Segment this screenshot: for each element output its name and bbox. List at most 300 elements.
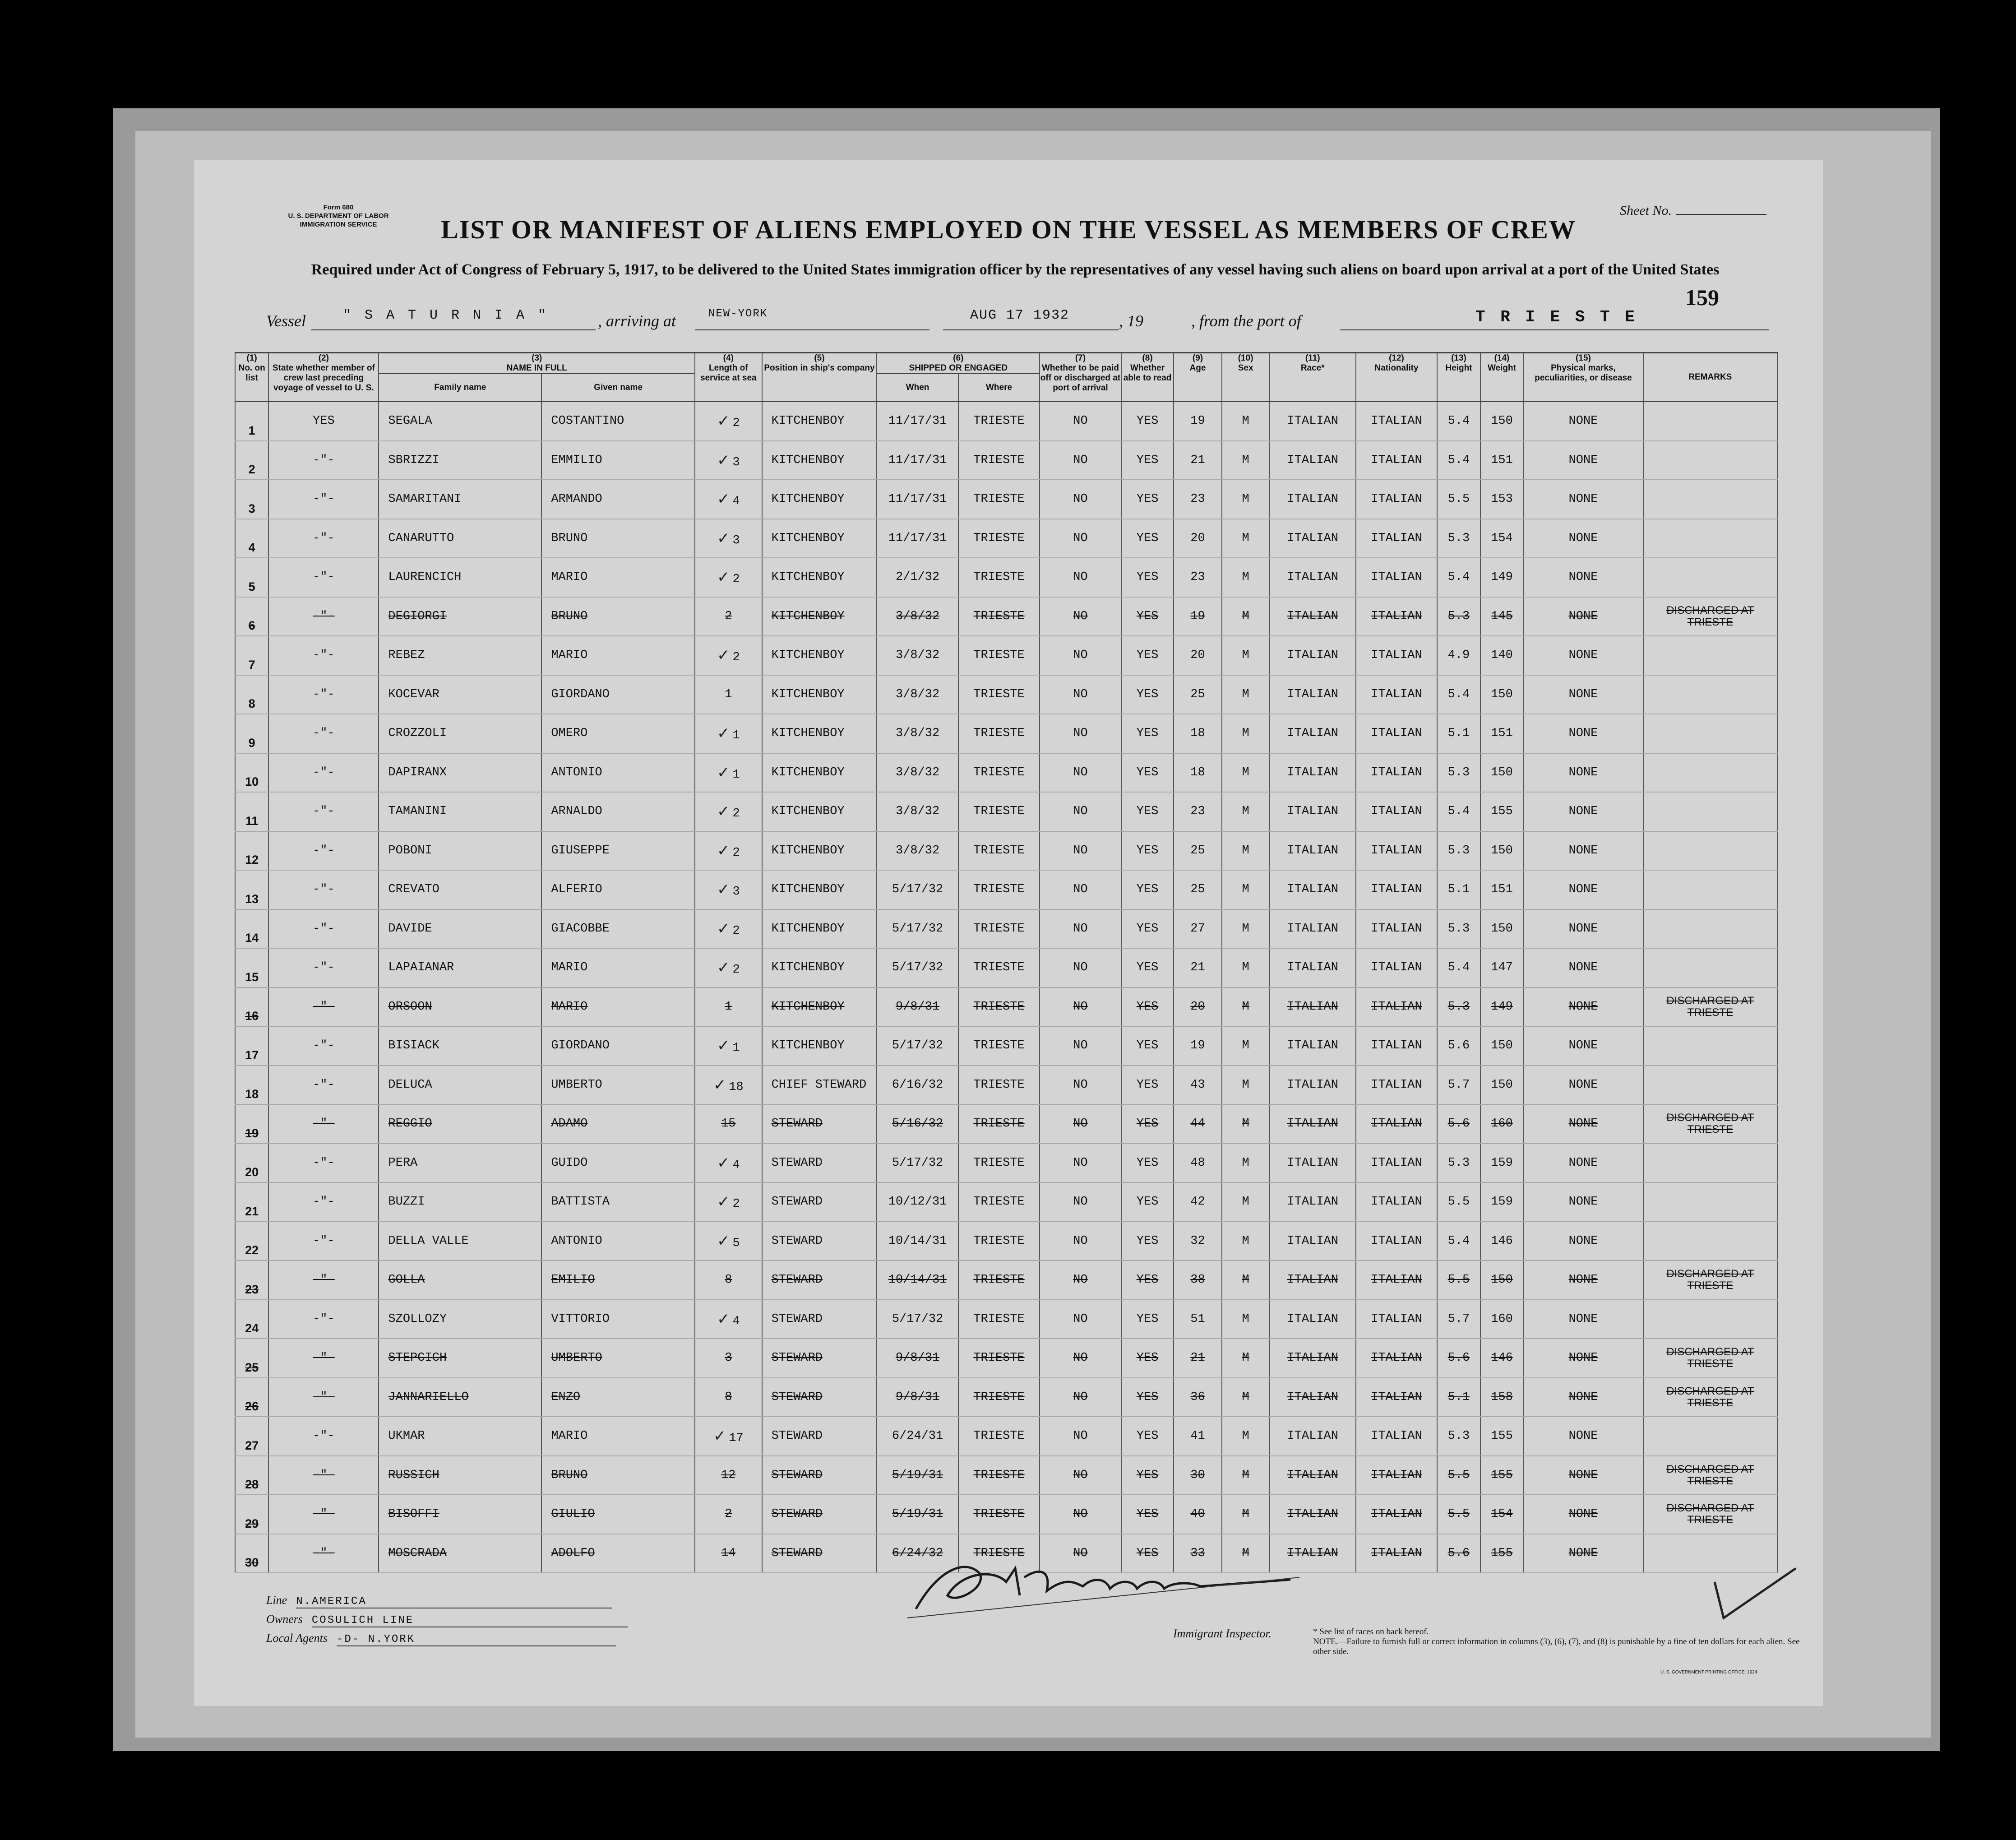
weight-cell	[1480, 1495, 1524, 1534]
age-cell	[1174, 402, 1221, 441]
row-number: 2	[248, 463, 255, 476]
shipped-where: TRIESTE	[973, 570, 1025, 584]
paid-off-cell	[1040, 519, 1121, 558]
family-name-cell	[379, 519, 541, 558]
col-num: (10)	[1238, 353, 1253, 363]
given-name-cell	[541, 636, 695, 675]
race: ITALIAN	[1287, 453, 1338, 467]
weight-cell	[1480, 1261, 1524, 1300]
shipped-where: TRIESTE	[973, 531, 1025, 545]
prev-voyage: -"-	[313, 1234, 335, 1248]
shipped-when: 5/17/32	[892, 1312, 943, 1326]
weight-cell	[1480, 870, 1524, 909]
age: 30	[1190, 1468, 1205, 1482]
paid-off-cell	[1040, 987, 1121, 1027]
sex-cell	[1222, 441, 1270, 480]
service-length-cell	[695, 519, 762, 558]
able-to-read-cell	[1121, 519, 1174, 558]
family-name-cell	[379, 987, 541, 1027]
remarks: DISCHARGED AT TRIESTE	[1666, 1268, 1754, 1292]
shipped-where: TRIESTE	[973, 1195, 1025, 1209]
nationality-cell	[1356, 948, 1437, 987]
prev-voyage: -"-	[313, 1273, 335, 1287]
family-name-cell	[379, 1104, 541, 1144]
nationality: ITALIAN	[1371, 1078, 1422, 1092]
position: KITCHENBOY	[771, 492, 845, 506]
position: STEWARD	[771, 1507, 823, 1521]
service-length-cell	[695, 1339, 762, 1378]
physical-marks-cell	[1523, 1339, 1643, 1378]
table-row	[235, 1066, 1777, 1105]
family-name: BISIACK	[388, 1039, 439, 1053]
check-mark-icon: ✓	[713, 1075, 726, 1094]
shipped-when: 5/17/32	[892, 1039, 943, 1053]
able-to-read-cell	[1121, 636, 1174, 675]
sex-cell	[1222, 792, 1270, 831]
shipped-where: TRIESTE	[973, 1156, 1025, 1170]
remarks: DISCHARGED AT TRIESTE	[1666, 1463, 1754, 1487]
paid-off: NO	[1073, 1156, 1088, 1170]
row-number-cell	[235, 792, 268, 831]
service-length-cell	[695, 948, 762, 987]
col-header-shipped	[877, 353, 1040, 374]
given-name: GIORDANO	[551, 687, 610, 701]
paid-off: NO	[1073, 1390, 1088, 1404]
nationality: ITALIAN	[1371, 1390, 1422, 1404]
shipped-when: 5/19/31	[892, 1507, 943, 1521]
prev-voyage: -"-	[313, 492, 335, 506]
weight-cell	[1480, 402, 1524, 441]
remarks: DISCHARGED AT TRIESTE	[1666, 1112, 1754, 1136]
shipped-where-cell	[958, 636, 1040, 675]
family-name: SAMARITANI	[388, 492, 462, 506]
shipped-where: TRIESTE	[973, 1039, 1025, 1053]
sex: M	[1242, 922, 1249, 936]
row-number: 18	[245, 1087, 259, 1101]
row-number-cell	[235, 519, 268, 558]
position: KITCHENBOY	[771, 649, 845, 663]
paid-off-cell	[1040, 1417, 1121, 1456]
weight-cell	[1480, 1222, 1524, 1261]
paid-off: NO	[1073, 1117, 1088, 1131]
race-cell	[1270, 909, 1356, 949]
sex-cell	[1222, 870, 1270, 909]
height-cell	[1437, 870, 1480, 909]
check-mark-icon: ✓	[717, 919, 730, 938]
able-to-read-cell	[1121, 1066, 1174, 1105]
service-length-cell	[695, 1378, 762, 1417]
family-name: KOCEVAR	[388, 687, 439, 701]
height-cell	[1437, 1534, 1480, 1573]
row-number: 9	[248, 736, 255, 750]
nationality-cell	[1356, 870, 1437, 909]
nationality-cell	[1356, 675, 1437, 714]
from-underline	[1340, 329, 1769, 330]
prev-voyage-cell	[268, 1339, 379, 1378]
able-to-read: YES	[1136, 1078, 1159, 1092]
physical-marks: NONE	[1568, 1273, 1598, 1287]
race-cell	[1270, 714, 1356, 753]
inspector-caption: Immigrant Inspector.	[1173, 1627, 1272, 1640]
paid-off-cell	[1040, 753, 1121, 793]
family-name-cell	[379, 480, 541, 519]
able-to-read: YES	[1136, 1429, 1159, 1443]
race: ITALIAN	[1287, 1468, 1338, 1482]
paid-off: NO	[1073, 1429, 1088, 1443]
sex: M	[1242, 1468, 1249, 1482]
age: 20	[1190, 1000, 1205, 1014]
race: ITALIAN	[1287, 1000, 1338, 1014]
physical-marks-cell	[1523, 1261, 1643, 1300]
remarks-cell	[1643, 1104, 1777, 1144]
weight-cell	[1480, 1144, 1524, 1183]
row-number-cell	[235, 1534, 268, 1573]
weight: 160	[1491, 1312, 1513, 1326]
nationality-cell	[1356, 792, 1437, 831]
shipped-where: TRIESTE	[973, 961, 1025, 975]
position-cell	[762, 597, 877, 636]
given-name: ADAMO	[551, 1117, 588, 1131]
height-cell	[1437, 831, 1480, 871]
paid-off-cell	[1040, 792, 1121, 831]
shipped-when: 3/8/32	[895, 649, 940, 663]
shipped-where-cell	[958, 1378, 1040, 1417]
family-name: MOSCRADA	[388, 1546, 447, 1560]
able-to-read: YES	[1136, 961, 1159, 975]
position-cell	[762, 480, 877, 519]
physical-marks-cell	[1523, 1222, 1643, 1261]
physical-marks: NONE	[1568, 609, 1598, 623]
shipped-when: 3/8/32	[895, 805, 940, 819]
height-cell	[1437, 909, 1480, 949]
remarks-cell	[1643, 1300, 1777, 1339]
family-name: CANARUTTO	[388, 531, 454, 545]
shipped-when: 6/24/31	[892, 1429, 943, 1443]
age-cell	[1174, 558, 1221, 597]
height: 5.7	[1447, 1312, 1470, 1326]
able-to-read-cell	[1121, 1417, 1174, 1456]
physical-marks: NONE	[1568, 1234, 1598, 1248]
row-number-cell	[235, 1456, 268, 1495]
nationality: ITALIAN	[1371, 1234, 1422, 1248]
able-to-read: YES	[1136, 805, 1159, 819]
able-to-read-cell	[1121, 597, 1174, 636]
family-name: POBONI	[388, 844, 432, 857]
physical-marks: NONE	[1568, 492, 1598, 506]
position: STEWARD	[771, 1429, 823, 1443]
race: ITALIAN	[1287, 883, 1338, 897]
given-name: BRUNO	[551, 609, 588, 623]
row-number-cell	[235, 1417, 268, 1456]
given-name: ADOLFO	[551, 1546, 595, 1560]
check-mark-icon: ✓	[717, 724, 730, 743]
check-mark-icon: ✓	[717, 1232, 730, 1250]
able-to-read: YES	[1136, 570, 1159, 584]
physical-marks: NONE	[1568, 531, 1598, 545]
service-length-cell	[695, 480, 762, 519]
height: 5.1	[1447, 727, 1470, 741]
weight: 151	[1491, 453, 1513, 467]
paid-off-cell	[1040, 1300, 1121, 1339]
height: 5.3	[1447, 531, 1470, 545]
col-header-age	[1174, 353, 1221, 402]
race-cell	[1270, 987, 1356, 1027]
given-name: BRUNO	[551, 531, 588, 545]
age: 20	[1190, 649, 1205, 663]
remarks-cell	[1643, 714, 1777, 753]
position: STEWARD	[771, 1546, 823, 1560]
weight: 150	[1491, 922, 1513, 936]
weight: 150	[1491, 1039, 1513, 1053]
row-number: 11	[245, 814, 259, 828]
row-number-cell	[235, 675, 268, 714]
physical-marks: NONE	[1568, 1156, 1598, 1170]
family-name-cell	[379, 714, 541, 753]
table-row	[235, 831, 1777, 871]
sex-cell	[1222, 1495, 1270, 1534]
vessel-name: " S A T U R N I A "	[343, 308, 549, 323]
row-number: 26	[245, 1400, 259, 1413]
given-name: ARNALDO	[551, 805, 602, 819]
from-label: , from the port of	[1191, 312, 1301, 330]
prev-voyage-cell	[268, 1182, 379, 1222]
service-length: 15	[721, 1117, 736, 1131]
given-name-cell	[541, 1378, 695, 1417]
able-to-read: YES	[1136, 883, 1159, 897]
physical-marks: NONE	[1568, 1000, 1598, 1014]
col-num: (5)	[814, 353, 825, 363]
paid-off-cell	[1040, 1495, 1121, 1534]
given-name-cell	[541, 1104, 695, 1144]
race-cell	[1270, 1456, 1356, 1495]
family-name: DAVIDE	[388, 922, 432, 936]
shipped-where: TRIESTE	[973, 1351, 1025, 1365]
age: 43	[1190, 1078, 1205, 1092]
shipped-when: 3/8/32	[895, 844, 940, 857]
position: STEWARD	[771, 1234, 823, 1248]
sex-cell	[1222, 519, 1270, 558]
race-cell	[1270, 1182, 1356, 1222]
weight-cell	[1480, 1339, 1524, 1378]
service-length-cell	[695, 1026, 762, 1066]
family-name-cell	[379, 909, 541, 949]
remarks-cell	[1643, 636, 1777, 675]
service-length: 2	[732, 573, 740, 587]
physical-marks: NONE	[1568, 805, 1598, 819]
weight: 155	[1491, 805, 1513, 819]
able-to-read: YES	[1136, 649, 1159, 663]
remarks: DISCHARGED AT TRIESTE	[1666, 1346, 1754, 1370]
table-row	[235, 480, 1777, 519]
height-cell	[1437, 948, 1480, 987]
sex-cell	[1222, 480, 1270, 519]
able-to-read-cell	[1121, 1378, 1174, 1417]
prev-voyage-cell	[268, 1300, 379, 1339]
shipped-when: 5/17/32	[892, 922, 943, 936]
able-to-read-cell	[1121, 1339, 1174, 1378]
footer-line-row	[266, 1591, 808, 1610]
remarks-cell	[1643, 753, 1777, 793]
given-name: OMERO	[551, 727, 588, 741]
physical-marks-cell	[1523, 1300, 1643, 1339]
service-length-cell	[695, 1182, 762, 1222]
service-length: 14	[721, 1546, 736, 1560]
shipped-when-cell	[877, 753, 958, 793]
family-name-cell	[379, 1495, 541, 1534]
height-cell	[1437, 1104, 1480, 1144]
row-number: 14	[245, 931, 259, 945]
physical-marks: NONE	[1568, 922, 1598, 936]
position-cell	[762, 1300, 877, 1339]
able-to-read: YES	[1136, 1546, 1159, 1560]
service-length: 1	[725, 1000, 732, 1014]
given-name: EMMILIO	[551, 453, 602, 467]
given-name: BATTISTA	[551, 1195, 610, 1209]
age: 25	[1190, 883, 1205, 897]
nationality: ITALIAN	[1371, 531, 1422, 545]
given-name-cell	[541, 1144, 695, 1183]
race: ITALIAN	[1287, 727, 1338, 741]
remarks-cell	[1643, 1339, 1777, 1378]
position: KITCHENBOY	[771, 922, 845, 936]
weight-cell	[1480, 1534, 1524, 1573]
able-to-read: YES	[1136, 1351, 1159, 1365]
prev-voyage: -"-	[313, 1546, 335, 1560]
given-name: GIORDANO	[551, 1039, 610, 1053]
family-name: TAMANINI	[388, 805, 447, 819]
sex: M	[1242, 1039, 1249, 1053]
height: 5.6	[1447, 1039, 1470, 1053]
family-name-cell	[379, 1339, 541, 1378]
family-name-cell	[379, 948, 541, 987]
able-to-read-cell	[1121, 870, 1174, 909]
height-cell	[1437, 1456, 1480, 1495]
service-length: 2	[725, 1507, 732, 1521]
remarks-cell	[1643, 1456, 1777, 1495]
remarks: DISCHARGED AT TRIESTE	[1666, 604, 1754, 628]
sex: M	[1242, 414, 1249, 428]
remarks: DISCHARGED AT TRIESTE	[1666, 1385, 1754, 1409]
family-name: STEPCICH	[388, 1351, 447, 1365]
position: KITCHENBOY	[771, 531, 845, 545]
shipped-where-cell	[958, 480, 1040, 519]
row-number-cell	[235, 558, 268, 597]
remarks-cell	[1643, 831, 1777, 871]
owners-value: COSULICH LINE	[312, 1614, 628, 1627]
age: 32	[1190, 1234, 1205, 1248]
position: KITCHENBOY	[771, 805, 845, 819]
race-cell	[1270, 792, 1356, 831]
family-name: REGGIO	[388, 1117, 432, 1131]
able-to-read: YES	[1136, 1195, 1159, 1209]
physical-marks-cell	[1523, 402, 1643, 441]
age: 19	[1190, 414, 1205, 428]
sex: M	[1242, 1429, 1249, 1443]
nationality: ITALIAN	[1371, 649, 1422, 663]
given-name: EMILIO	[551, 1273, 595, 1287]
weight: 150	[1491, 414, 1513, 428]
height: 5.4	[1447, 961, 1470, 975]
height-cell	[1437, 675, 1480, 714]
age: 40	[1190, 1507, 1205, 1521]
remarks-cell	[1643, 558, 1777, 597]
height: 5.3	[1447, 1000, 1470, 1014]
age: 25	[1190, 687, 1205, 701]
col-num: (12)	[1389, 353, 1404, 363]
prev-voyage: -"-	[313, 531, 335, 545]
able-to-read-cell	[1121, 1104, 1174, 1144]
vessel-underline	[311, 329, 596, 330]
col-num: (13)	[1451, 353, 1466, 363]
height-cell	[1437, 597, 1480, 636]
position-cell	[762, 1534, 877, 1573]
date-underline	[943, 329, 1119, 330]
able-to-read: YES	[1136, 1312, 1159, 1326]
nationality-cell	[1356, 1417, 1437, 1456]
race-cell	[1270, 1104, 1356, 1144]
remarks-cell	[1643, 987, 1777, 1027]
paid-off: NO	[1073, 492, 1088, 506]
nationality-cell	[1356, 1222, 1437, 1261]
paid-off-cell	[1040, 402, 1121, 441]
sex-cell	[1222, 402, 1270, 441]
weight-cell	[1480, 441, 1524, 480]
shipped-where: TRIESTE	[973, 1000, 1025, 1014]
shipped-where: TRIESTE	[973, 1078, 1025, 1092]
service-length: 2	[732, 846, 740, 860]
shipped-when: 5/19/31	[892, 1468, 943, 1482]
race-cell	[1270, 519, 1356, 558]
row-number-cell	[235, 1300, 268, 1339]
weight: 158	[1491, 1390, 1513, 1404]
paid-off-cell	[1040, 597, 1121, 636]
prev-voyage: -"-	[313, 1000, 335, 1014]
height: 5.4	[1447, 414, 1470, 428]
physical-marks-cell	[1523, 753, 1643, 793]
paid-off-cell	[1040, 831, 1121, 871]
row-number-cell	[235, 1261, 268, 1300]
service-length: 12	[721, 1468, 736, 1482]
given-name: MARIO	[551, 570, 588, 584]
position-cell	[762, 792, 877, 831]
col-header-service	[695, 353, 762, 402]
height: 5.3	[1447, 922, 1470, 936]
service-length: 2	[732, 963, 740, 977]
col-label: Physical marks, peculiarities, or disease	[1535, 363, 1632, 383]
position: KITCHENBOY	[771, 609, 845, 623]
row-number-cell	[235, 1378, 268, 1417]
nationality: ITALIAN	[1371, 727, 1422, 741]
row-number-cell	[235, 1144, 268, 1183]
line-label: Line	[266, 1594, 287, 1607]
age: 19	[1190, 609, 1205, 623]
sex-cell	[1222, 1261, 1270, 1300]
prev-voyage-cell	[268, 519, 379, 558]
prev-voyage-cell	[268, 441, 379, 480]
position: STEWARD	[771, 1390, 823, 1404]
paid-off: NO	[1073, 1039, 1088, 1053]
agents-value: -D- N.YORK	[337, 1633, 616, 1646]
position-cell	[762, 636, 877, 675]
position-cell	[762, 402, 877, 441]
shipped-where: TRIESTE	[973, 649, 1025, 663]
weight: 145	[1491, 609, 1513, 623]
age-cell	[1174, 519, 1221, 558]
col-label: Race*	[1300, 363, 1325, 373]
position: KITCHENBOY	[771, 961, 845, 975]
weight: 140	[1491, 649, 1513, 663]
weight: 155	[1491, 1468, 1513, 1482]
